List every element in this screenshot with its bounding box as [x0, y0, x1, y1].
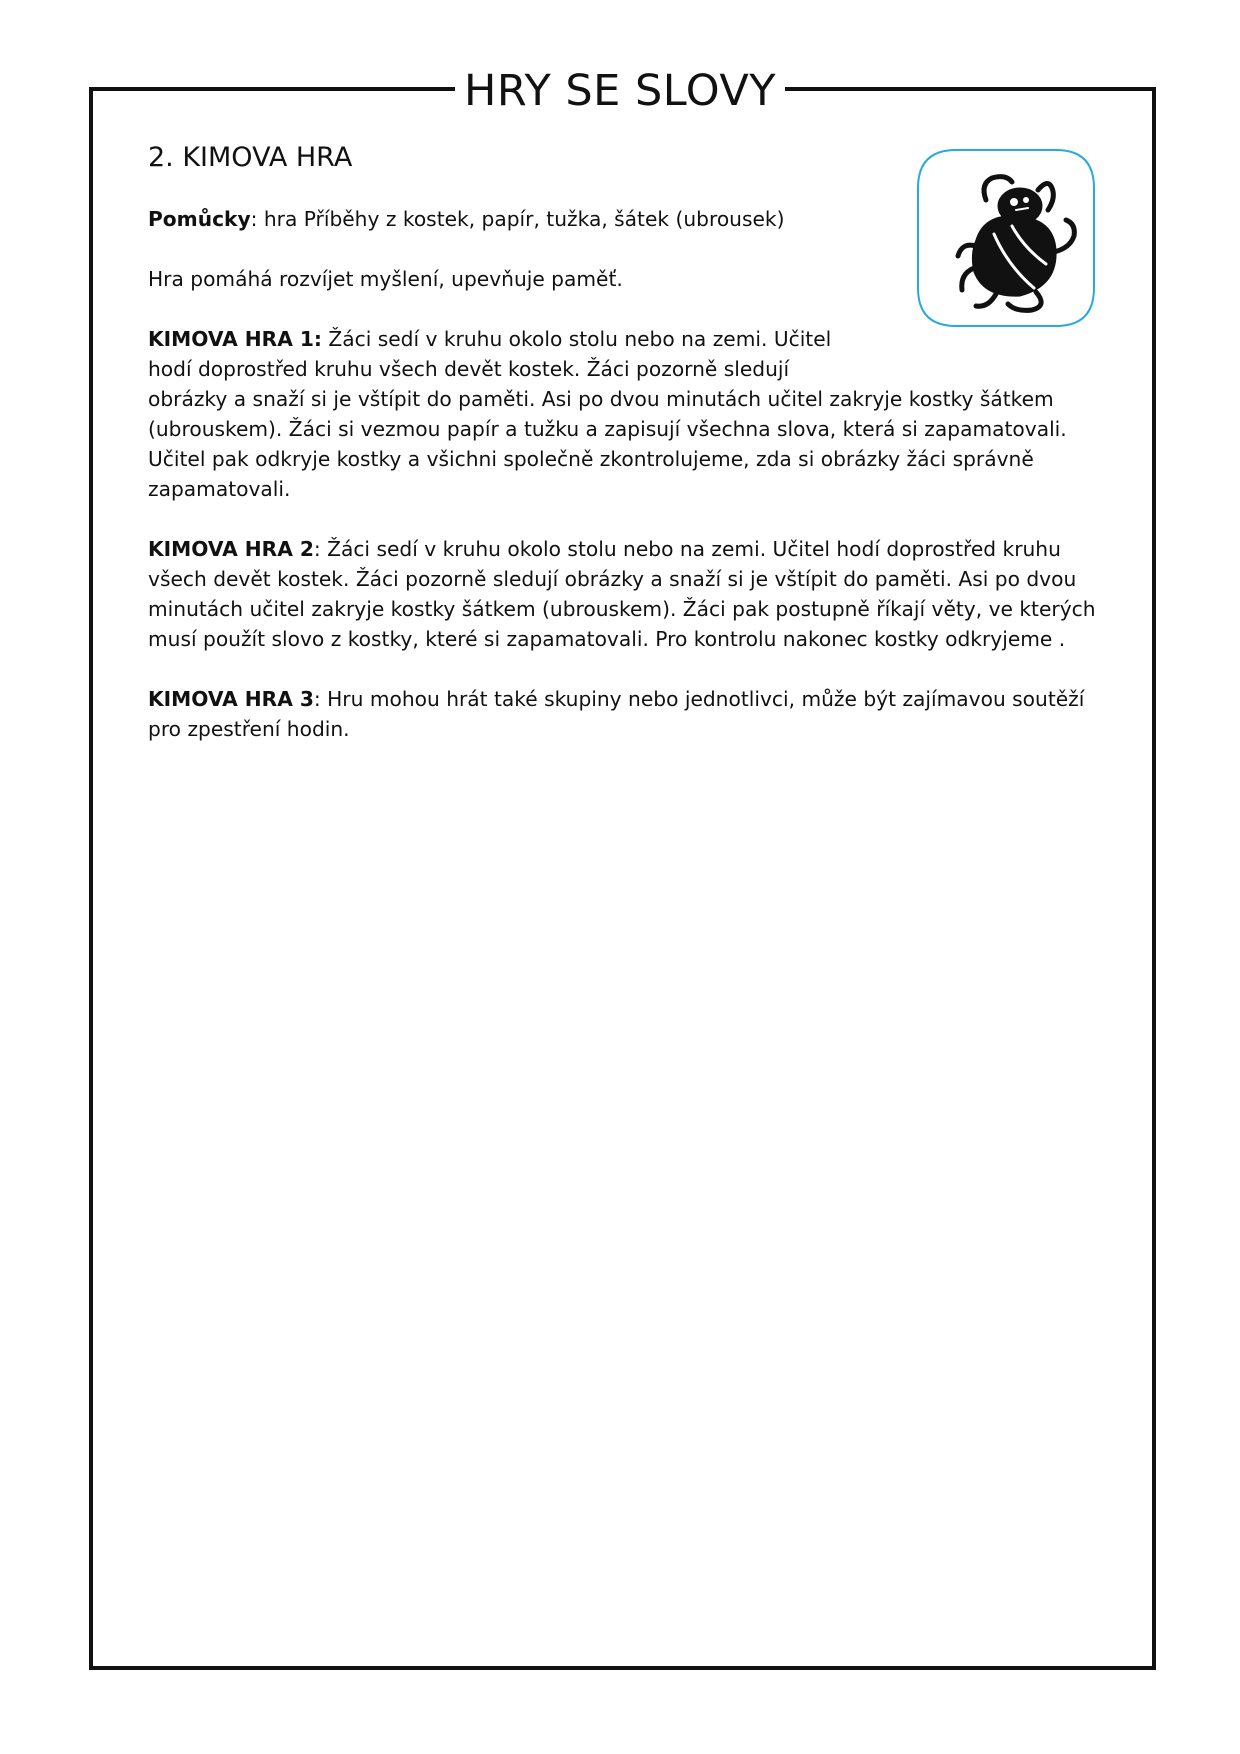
game-2-label: KIMOVA HRA 2	[148, 537, 314, 561]
content-area	[148, 140, 1108, 774]
game-3-paragraph	[148, 684, 1108, 744]
game-1-text-rest: obrázky a snaží si je vštípit do paměti. Asi po dvou minutách učitel zakryje kostky šátkem (ubrouskem). Žáci si vezmou papír a tužku a zapisují všechna slova, která si zapamatovali. Učitel pak odkryje kostky a všichni společně zkontrolujeme, zda si obrázky žáci správně zapamatovali.	[148, 387, 1067, 501]
page-heading: HRY SE SLOVY	[455, 58, 785, 124]
game-1-paragraph	[148, 324, 1108, 504]
tools-text: : hra Příběhy z kostek, papír, tužka, šátek (ubrousek)	[250, 207, 785, 231]
game-3-label: KIMOVA HRA 3	[148, 687, 314, 711]
section-title: 2. KIMOVA HRA	[148, 142, 353, 173]
game-1-label: KIMOVA HRA 1:	[148, 327, 322, 351]
intro-paragraph: Hra pomáhá rozvíjet myšlení, upevňuje paměť.	[148, 267, 623, 291]
game-2-text: : Žáci sedí v kruhu okolo stolu nebo na zemi. Učitel hodí doprostřed kruhu všech devět kostek. Žáci pozorně sledují obrázky a snaží si je vštípit do paměti. Asi po dvou minutách učitel zakryje kostky šátkem (ubrouskem). Žáci pak postupně říkají věty, ve kterých musí použít slovo z kostky, které si zapamatovali. Pro kontrolu nakonec kostky odkryjeme .	[148, 537, 1096, 651]
tools-label: Pomůcky	[148, 207, 251, 231]
game-2-paragraph	[148, 534, 1108, 654]
game-1-text-start: Žáci sedí v kruhu okolo stolu nebo na zemi. Učitel hodí doprostřed kruhu všech devět kostek. Žáci pozorně sledují	[148, 327, 832, 381]
game-1-first-lines	[148, 324, 868, 384]
game-3-text: : Hru mohou hrát také skupiny nebo jednotlivci, může být zajímavou soutěží pro zpestření hodin.	[148, 687, 1085, 741]
tools-paragraph	[148, 204, 1108, 234]
